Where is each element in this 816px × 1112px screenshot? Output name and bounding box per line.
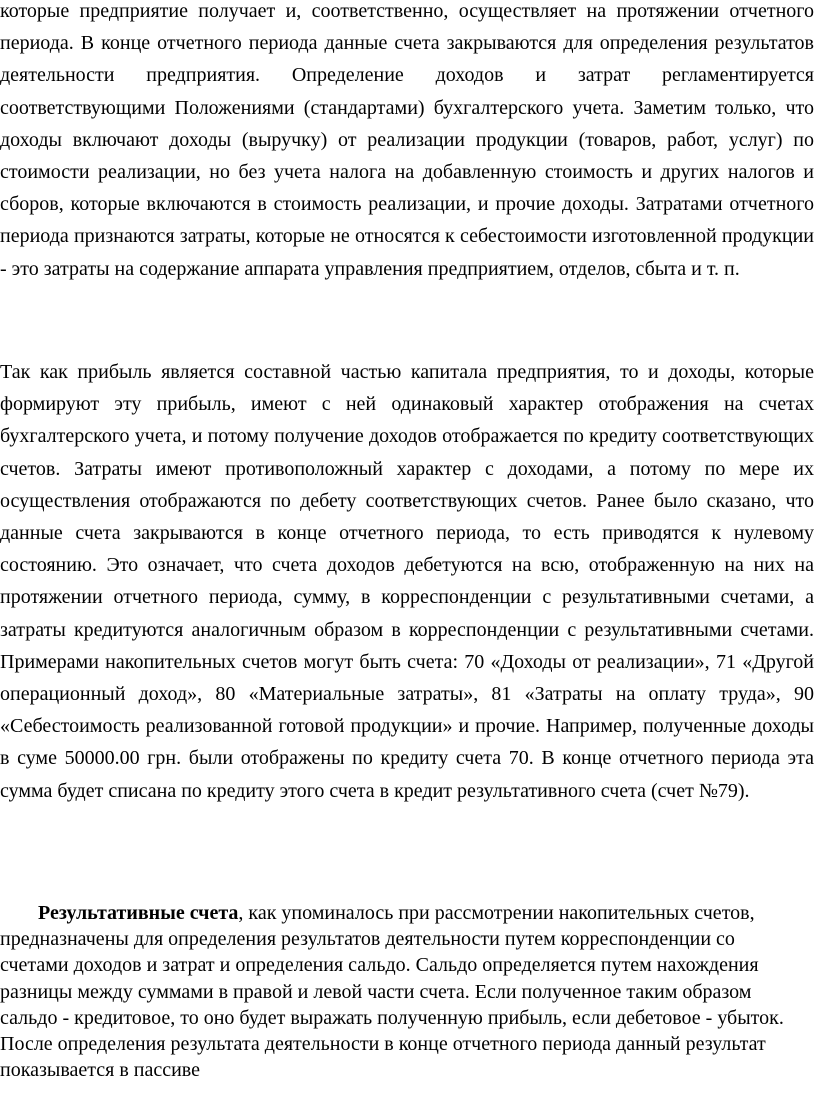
paragraph-income-expenses: которые предприятие получает и, соответственно, осуществляет на протяжении отчетного периода. В конце отчетного периода данные счета закрываются для определения результатов деятельности предприятия. Определение доходов и затрат регламентируется соответствующими Положениями (стандартами) бухгалтерского учета. Заметим только, что доходы включают доходы (выручку) от реализации продукции (товаров, работ, услуг) по стоимости реализации, но без учета налога на добавленную стоимость и других налогов и сборов, которые включаются в стоимость реализации, и прочие доходы. Затратами отчетного периода признаются затраты, которые не относятся к себестоимости изготовленной продукции - это затраты на содержание аппарата управления предприятием, отделов, сбыта и т. п. — [0, 0, 814, 280]
paragraph-profit-accounts: Так как прибыль является составной частью капитала предприятия, то и доходы, которые формируют эту прибыль, имеют с ней одинаковый характер отображения на счетах бухгалтерского учета, и потому получение доходов отображается по кредиту соответствующих счетов. Затраты имеют противоположный характер с доходами, а потому по мере их осуществления отображаются по дебету соответствующих счетов. Ранее было сказано, что данные счета закрываются в конце отчетного периода, то есть приводятся к нулевому состоянию. Это означает, что счета доходов дебетуются на всю, отображенную на них на протяжении отчетного периода, сумму, в корреспонденции с результативными счетами, а затраты кредитуются аналогичным образом в корреспонденции с результативными счетами. Примерами накопительных счетов могут быть счета: 70 «Доходы от реализации», 71 «Другой операционный доход», 80 «Материальные затраты», 81 «Затраты на оплату труда», 90 «Себестоимость реализованной готовой продукции» и прочие. Например, полученные доходы в суме 50000.00 грн. были отображены по кредиту счета 70. В конце отчетного периода эта сумма будет списана по кредиту этого счета в кредит результативного счета (счет №79). — [0, 361, 814, 802]
result-accounts-text: , как упоминалось при рассмотрении накопительных счетов, предназначены для определения результатов деятельности путем корреспонденции со счетами доходов и затрат и определения сальдо. Сальдо определяется путем нахождения разницы между суммами в правой и левой части счета. Если полученное таким образом сальдо - кредитовое, то оно будет выражать полученную прибыль, если дебетовое - убыток. После определения результата деятельности в конце отчетного периода данный результат показывается в пассиве — [0, 902, 784, 1082]
result-accounts-term: Результативные счета — [38, 902, 239, 924]
paragraph-result-accounts — [0, 900, 800, 1083]
